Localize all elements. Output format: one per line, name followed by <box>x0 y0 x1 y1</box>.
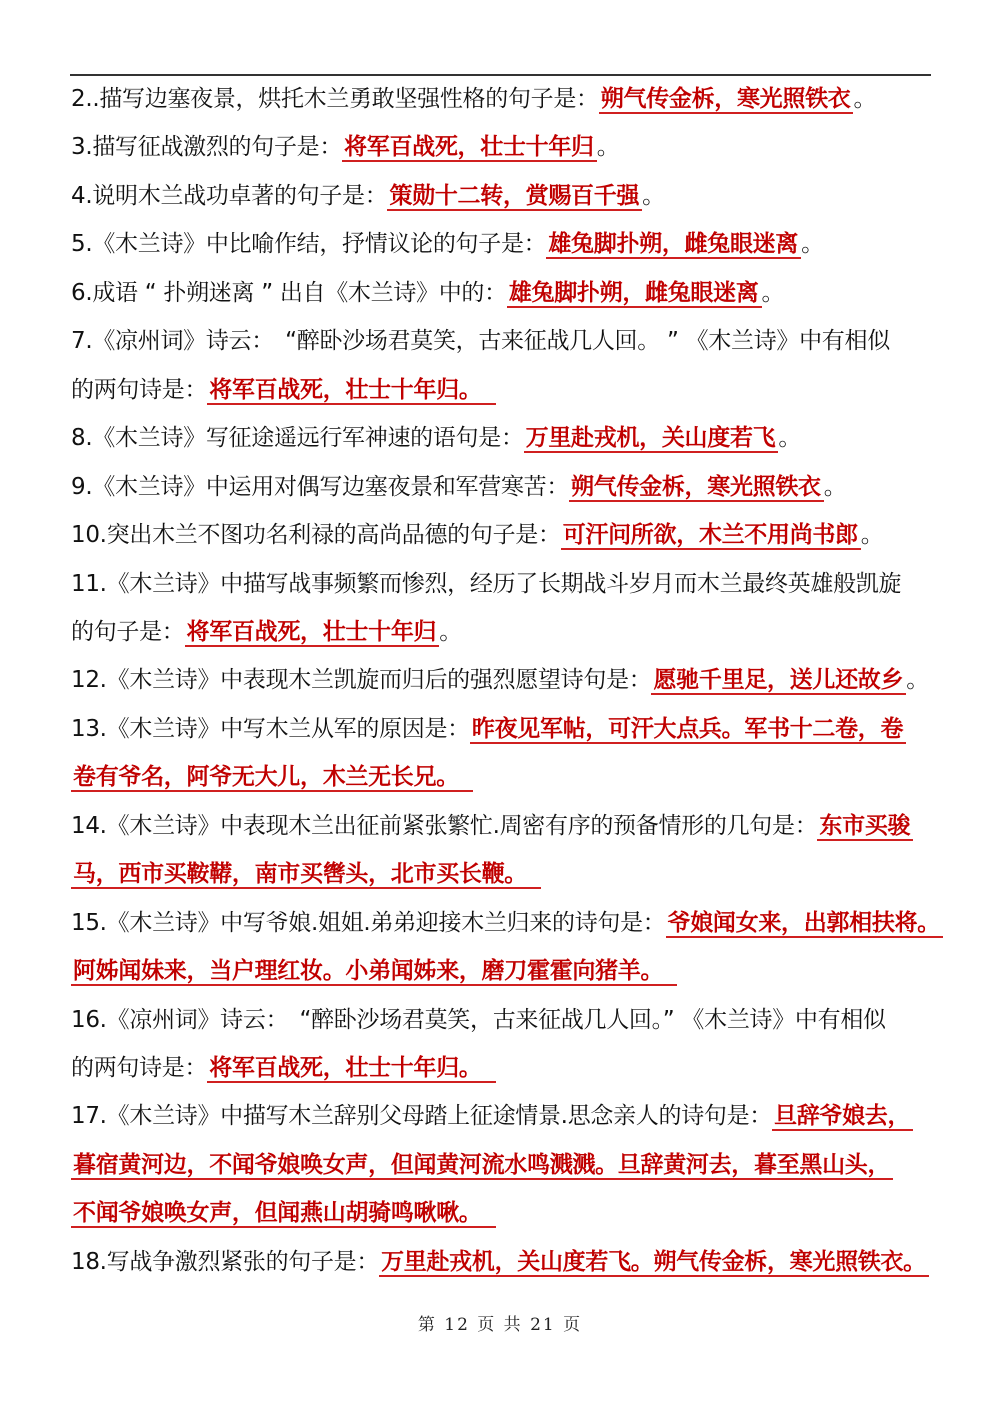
answer-text: 朔气传金柝，寒光照铁衣 <box>599 86 854 114</box>
question-line <box>71 953 677 989</box>
question-line <box>71 129 619 165</box>
answer-text: 万里赴戎机，关山度若飞 <box>524 425 779 453</box>
question-line <box>71 566 901 602</box>
answer-text: 阿姊闻妹来，当户理红妆。小弟闻姊来，磨刀霍霍向猪羊。 <box>71 958 677 986</box>
question-line <box>71 711 906 747</box>
answer-text: 将军百战死，壮士十年归。 <box>207 377 496 405</box>
punctuation: 。 <box>853 86 877 112</box>
question-line <box>71 1244 929 1280</box>
answer-text: 将军百战死，壮士十年归。 <box>207 1055 496 1083</box>
question-line <box>71 1098 913 1134</box>
question-line <box>71 1050 496 1086</box>
answer-text: 不闻爷娘唤女声，但闻燕山胡骑鸣啾啾。 <box>71 1200 496 1228</box>
question-text: 4.说明木兰战功卓著的句子是： <box>71 182 388 209</box>
answer-text: 爷娘闻女来，出郭相扶将。 <box>666 910 943 938</box>
answer-text: 东市买骏 <box>817 813 913 841</box>
question-line <box>71 323 890 359</box>
answer-text: 雄兔脚扑朔，雌兔眼迷离 <box>546 231 801 259</box>
punctuation: 。 <box>596 134 620 161</box>
question-text: 18.写战争激烈紧张的句子是： <box>71 1248 380 1275</box>
question-text: 的两句诗是： <box>71 376 208 403</box>
question-text: 15.《木兰诗》中写爷娘.姐姐.弟弟迎接木兰归来的诗句是： <box>71 909 666 936</box>
question-text: 9.《木兰诗》中运用对偶写边塞夜景和军营寒苦： <box>71 473 570 500</box>
answer-text: 万里赴戎机，关山度若飞。朔气传金柝，寒光照铁衣。 <box>379 1249 929 1277</box>
question-text: 5.《木兰诗》中比喻作结，抒情议论的句子是： <box>71 231 547 258</box>
question-text: 11.《木兰诗》中描写战事频繁而惨烈，经历了长期战斗岁月而木兰最终英雄般凯旋 <box>71 570 902 597</box>
answer-text: 策勋十二转，赏赐百千强 <box>387 183 642 211</box>
question-text: 的两句诗是： <box>71 1055 208 1081</box>
question-line <box>71 808 913 844</box>
question-text: 12.《木兰诗》中表现木兰凯旋而归后的强烈愿望诗句是： <box>71 667 652 694</box>
answer-text: 朔气传金柝，寒光照铁衣 <box>569 474 824 502</box>
question-text: 3.描写征战激烈的句子是： <box>71 134 343 161</box>
question-line <box>71 81 876 117</box>
punctuation: 。 <box>642 182 665 209</box>
answer-text: 昨夜见军帖，可汗大点兵。军书十二卷，卷 <box>470 716 906 744</box>
answer-text: 马，西市买鞍鞯，南市买辔头，北市买长鞭。 <box>71 861 541 889</box>
answer-text: 可汗问所欲，木兰不用尚书郎 <box>561 522 861 550</box>
question-text: 2..描写边塞夜景，烘托木兰勇敢坚强性格的句子是： <box>71 86 599 112</box>
answer-text: 愿驰千里足，送儿还故乡 <box>651 667 906 695</box>
question-line <box>71 517 884 553</box>
question-text: 的句子是： <box>71 618 185 645</box>
punctuation: 。 <box>906 667 929 694</box>
question-text: 16.《凉州词》诗云： “醉卧沙场君莫笑，古来征战几人回。” 《木兰诗》中有相似 <box>71 1006 886 1033</box>
question-line <box>71 1002 886 1038</box>
punctuation: 。 <box>761 279 785 306</box>
question-line <box>71 759 473 795</box>
question-line <box>71 905 943 941</box>
answer-text: 暮宿黄河边，不闻爷娘唤女声，但闻黄河流水鸣溅溅。旦辞黄河去，暮至黑山头， <box>71 1152 893 1180</box>
question-text: 13.《木兰诗》中写木兰从军的原因是： <box>71 715 470 742</box>
question-text: 14.《木兰诗》中表现木兰出征前紧张繁忙.周密有序的预备情形的几句是： <box>71 812 818 839</box>
question-line <box>71 662 929 698</box>
header-rule <box>70 74 931 76</box>
answer-text: 将军百战死，壮士十年归 <box>185 619 440 647</box>
punctuation: 。 <box>778 425 802 452</box>
page-footer: 第 12 页 共 21 页 <box>417 1315 583 1335</box>
question-text: 17.《木兰诗》中描写木兰辞别父母踏上征途情景.思念亲人的诗句是： <box>71 1103 772 1130</box>
question-line <box>71 178 665 214</box>
punctuation: 。 <box>801 231 824 258</box>
question-line <box>71 372 496 408</box>
answer-text: 旦辞爷娘去， <box>772 1103 913 1131</box>
question-line <box>71 469 846 505</box>
question-line <box>71 614 462 650</box>
question-line <box>71 275 784 311</box>
answer-text: 将军百战死，壮士十年归 <box>342 134 597 162</box>
question-line <box>71 856 541 892</box>
question-line <box>71 420 801 456</box>
punctuation: 。 <box>860 522 884 549</box>
question-line <box>71 1147 893 1183</box>
answer-text: 卷有爷名，阿爷无大儿，木兰无长兄。 <box>71 764 473 792</box>
answer-text: 雄兔脚扑朔，雌兔眼迷离 <box>507 280 762 308</box>
punctuation: 。 <box>439 618 462 645</box>
question-text: 10.突出木兰不图功名利禄的高尚品德的句子是： <box>71 522 561 549</box>
question-text: 7.《凉州词》诗云： “醉卧沙场君莫笑，古来征战几人回。 ” 《木兰诗》中有相似 <box>71 328 890 355</box>
question-line <box>71 1195 496 1231</box>
question-text: 8.《木兰诗》写征途遥远行军神速的语句是： <box>71 425 524 452</box>
question-line <box>71 226 824 262</box>
punctuation: 。 <box>823 473 847 500</box>
question-text: 6.成语 “ 扑朔迷离 ” 出自《木兰诗》中的： <box>71 279 507 306</box>
